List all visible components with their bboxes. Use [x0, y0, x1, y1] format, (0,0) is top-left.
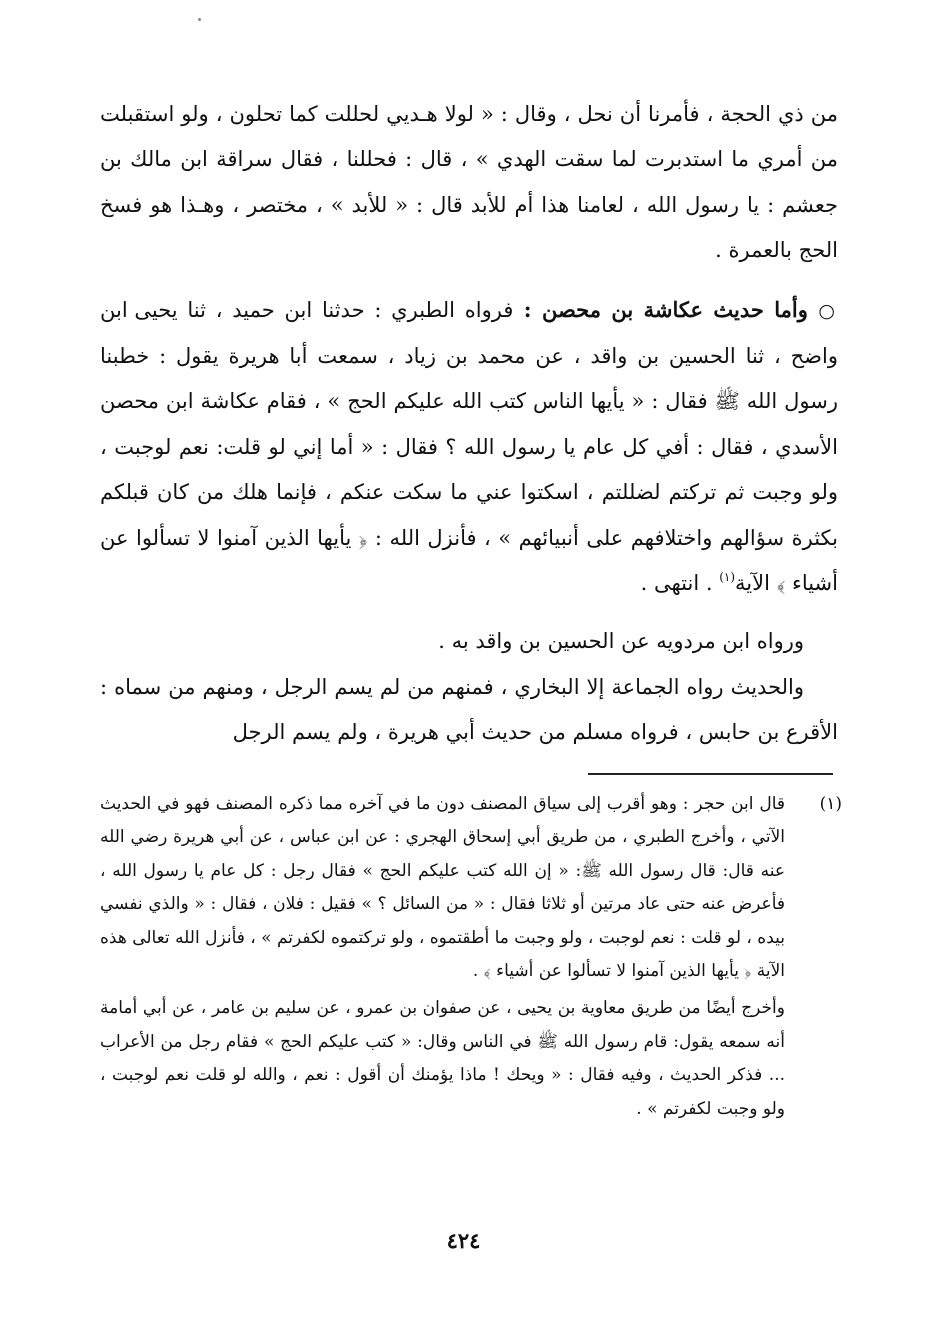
- circle-marker-icon: ○: [818, 299, 839, 322]
- paragraph-ukkasha-body: ابن واضح ، ثنا الحسين بن واقد ، عن محمد بن زياد ، سمعت أبا هريرة يقول : خطبنا رسول الله ﷺ فقال : « يأيها الناس كتب الله عليكم الحج » ، فقام عكاشة ابن محصن الأسدي ، فقال : أفي كل عام يا رسول الله ؟ فقال : « أما إني لو قلت: نعم لوجبت ، ولو وجبت ثم تركتم لضللتم ، اسكتوا عني ما سكت عنكم ، فإنما هلك من كان قبلكم بكثرة سؤالهم واختلافهم على أنبيائهم » ، فأنزل الله : ﴿ يأيها الذين آمنوا لا تسألوا عن أشياء ﴾ الآية: [100, 297, 838, 596]
- section-heading-rest: فرواه الطبري : حدثنا ابن حميد ، ثنا يحيى: [134, 297, 514, 322]
- paragraph-jamaa: والحديث رواه الجماعة إلا البخاري ، فمنهم من لم يسم الرجل ، ومنهم من سماه : الأقرع بن حابس ، فرواه مسلم من حديث أبي هريرة ، ولم يسم الرجل: [100, 674, 838, 745]
- ending-phrase: . انتهى .: [640, 571, 713, 596]
- paragraph-hajj-fasakh: من ذي الحجة ، فأمرنا أن نحل ، وقال : « لولا هـديي لحللت كما تحلون ، ولو استقبلت من أمري ما استدبرت لما سقت الهدي » ، قال : فحللنا ، فقال سراقة ابن مالك بن جعشم : يا رسول الله ، لعامنا هذا أم للأبد قال : « للأبد » ، مختصر ، وهـذا هو فسخ الحج بالعمرة .: [100, 102, 838, 263]
- scan-speck: [198, 18, 201, 21]
- footnote-paragraph-abu-umama: وأخرج أيضًا من طريق معاوية بن يحيى ، عن صفوان بن عمرو ، عن سليم بن عامر ، عن أبي أمامة أنه سمعه يقول: قام رسول الله ﷺ في الناس وقال: « كتب عليكم الحج » فقام رجل من الأعراب ... فذكر الحديث ، وفيه فقال : « ويحك ! ماذا يؤمنك أن أقول : نعم ، والله لو قلت نعم لوجبت ، ولو وجبت لكفرتم » .: [100, 998, 785, 1119]
- main-text: [100, 92, 838, 756]
- footnote-separator: [588, 773, 833, 775]
- section-heading: [513, 297, 838, 322]
- footnotes: [100, 788, 785, 1126]
- paragraph-ibn-mardawayh: ورواه ابن مردويه عن الحسين بن واقد به .: [438, 629, 804, 654]
- paragraph-ukkasha-hadith: [100, 287, 838, 607]
- page-number: ٤٢٤: [446, 1228, 481, 1253]
- section-heading-bold: وأما حديث عكاشة بن محصن :: [523, 296, 808, 322]
- footnote-paragraph-ibn-hajar: قال ابن حجر : وهو أقرب إلى سياق المصنف دون ما في آخره مما ذكره المصنف فهو في الحديث الآتي ، وأخرج الطبري ، من طريق أبي إسحاق الهجري : عن ابن عباس ، عن أبي هريرة رضي الله عنه قال: قال رسول الله ﷺ: « إن الله كتب عليكم الحج » فقال رجل : كل عام يا رسول الله ، فأعرض عنه حتى عاد مرتين أو ثلاثا فقال : « من السائل ؟ » فقيل : فلان ، فقال : « والذي نفسي بيده ، لو قلت : نعم لوجبت ، ولو وجبت ما أطقتموه ، ولو تركتموه لكفرتم » ، فأنزل الله تعالى هذه الآية ﴿ يأيها الذين آمنوا لا تسألوا عن أشياء ﴾ .: [100, 794, 785, 982]
- footnote-number: (١): [819, 794, 842, 814]
- footnote-reference[interactable]: (١): [719, 570, 736, 585]
